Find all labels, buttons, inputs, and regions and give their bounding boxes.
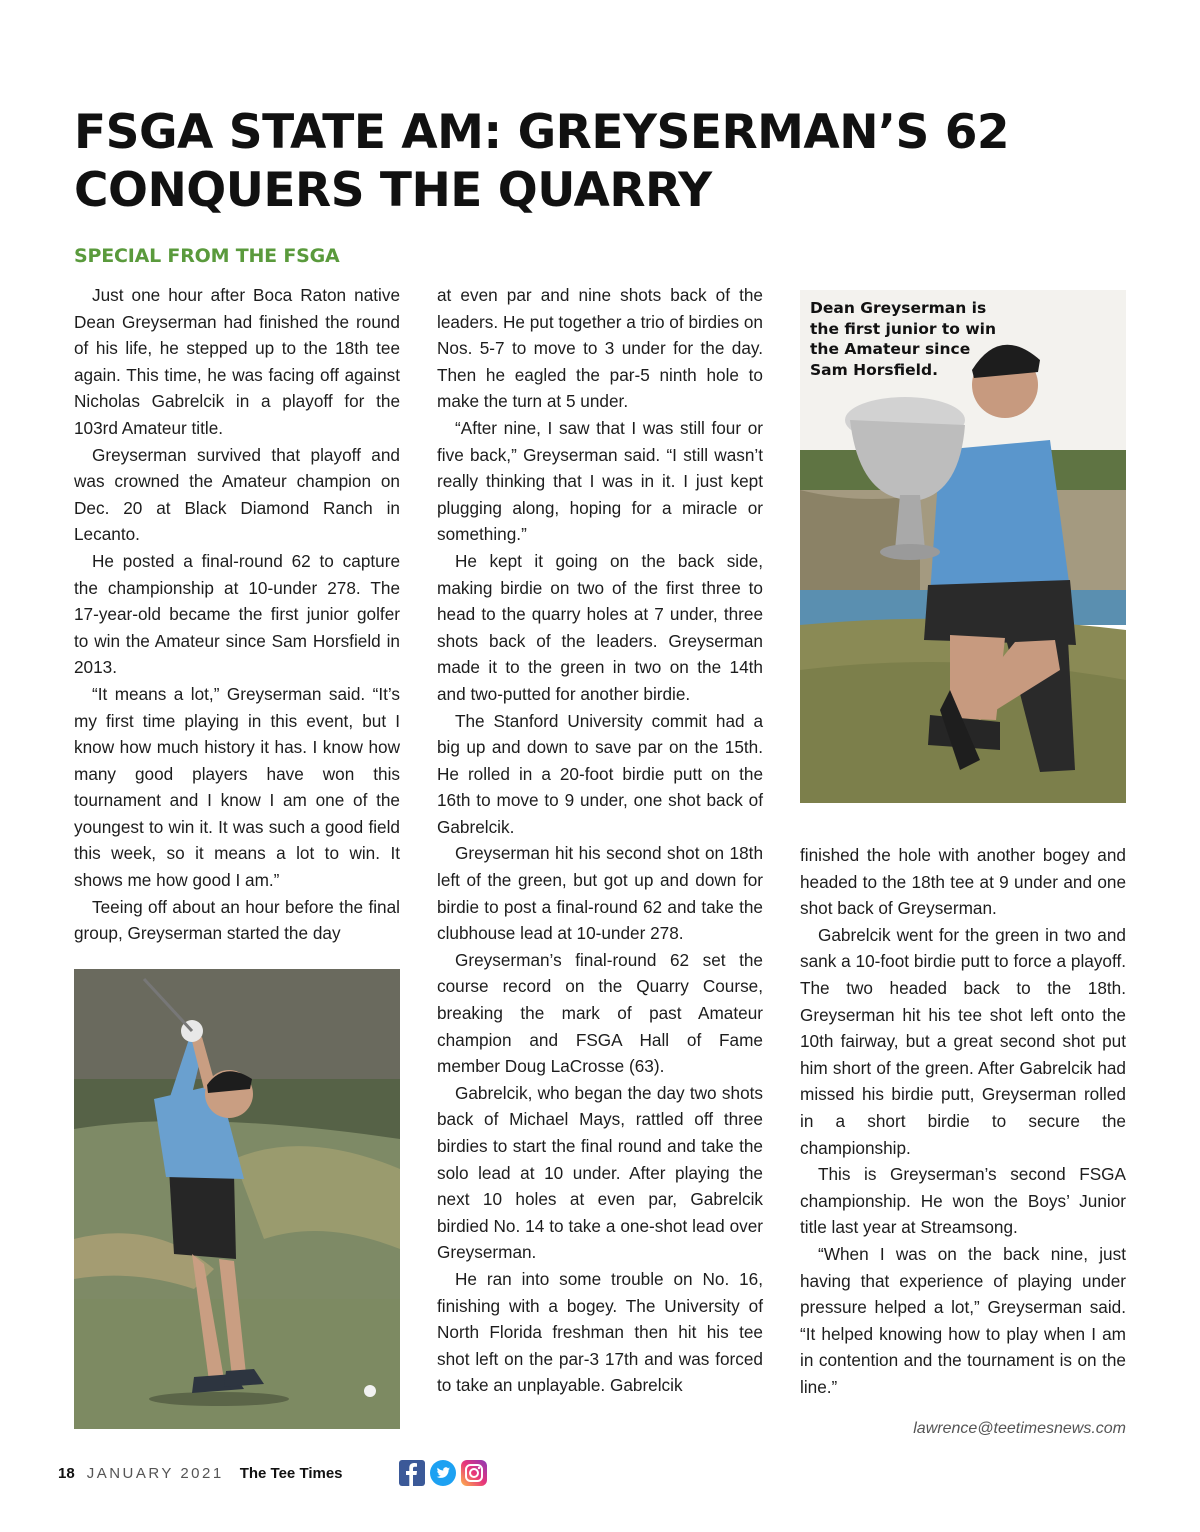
paragraph: Gabrelcik, who began the day two shots back of Michael Mays, rattled off three birdies to start the final round and take the solo lead at 10 under. After playing the next 10 holes at even par, Gabrelcik birdied No. 14 to take a one-shot lead over Greyserman. xyxy=(437,1082,763,1263)
paragraph: He posted a final-round 62 to capture the championship at 10-under 278. The 17-year-old became the first junior golfer to win the Amateur since Sam Horsfield in 2013. xyxy=(74,550,400,678)
article-byline: SPECIAL FROM THE FSGA xyxy=(74,245,340,267)
paragraph: He ran into some trouble on No. 16, finishing with a bogey. The University of North Florida freshman then hit his tee shot left on the par-3 17th and was forced to take an unplayable. Gabrelcik xyxy=(437,1268,763,1396)
article-headline: FSGA STATE AM: GREYSERMAN’S 62 CONQUERS THE QUARRY xyxy=(74,105,1010,218)
paragraph: finished the hole with another bogey and headed to the 18th tee at 9 under and one shot back of Greyserman. xyxy=(800,845,1126,919)
facebook-icon[interactable] xyxy=(399,1460,425,1486)
issue-date: JANUARY 2021 xyxy=(86,1464,224,1482)
golfer-swing-photo xyxy=(74,969,400,1429)
paragraph: The Stanford University commit had a big up and down to save par on the 15th. He rolled in a 20-foot birdie putt on the 16th to move to 9 under, one shot back of Gabrelcik. xyxy=(437,710,763,837)
trophy-photo xyxy=(800,290,1126,803)
paragraph: He kept it going on the back side, making birdie on two of the first three to head to the quarry holes at 7 under, three shots back of the leaders. Greyserman made it to the green in two on the 14th and two-putted for another birdie. xyxy=(437,550,763,704)
paragraph: “When I was on the back nine, just having that experience of playing under pressure helped a lot,” Greyserman said. “It helped knowing how to play when I am in contention and the tournament is on the line.” xyxy=(800,1243,1126,1397)
photo-caption: Dean Greyserman is the first junior to win the Amateur since Sam Horsfield. xyxy=(810,299,997,379)
publication-name: The Tee Times xyxy=(239,1464,343,1482)
paragraph: This is Greyserman’s second FSGA championship. He won the Boys’ Junior title last year at Streamsong. xyxy=(800,1164,1126,1238)
paragraph: Just one hour after Boca Raton native Dean Greyserman had finished the round of his life, he stepped up to the 18th tee again. This time, he was facing off against Nicholas Gabrelcik in a playoff for the 103rd Amateur title. xyxy=(74,285,400,438)
article-column-1 xyxy=(74,282,400,947)
page-footer xyxy=(58,1458,492,1488)
paragraph: “After nine, I saw that I was still four or five back,” Greyserman said. “I still wasn’t really thinking that I was in it. I just kept plugging along, hoping for a miracle or something.” xyxy=(437,417,763,545)
article-column-2 xyxy=(437,282,763,1399)
twitter-icon[interactable] xyxy=(430,1460,456,1486)
paragraph: Teeing off about an hour before the final group, Greyserman started the day xyxy=(74,896,400,944)
paragraph: Greyserman survived that playoff and was crowned the Amateur champion on Dec. 20 at Black Diamond Ranch in Lecanto. xyxy=(74,444,400,545)
page-number: 18 xyxy=(58,1464,75,1482)
article-column-3 xyxy=(800,842,1126,1400)
instagram-icon[interactable] xyxy=(461,1460,487,1486)
paragraph: Greyserman hit his second shot on 18th left of the green, but got up and down for birdie to post a final-round 62 and take the clubhouse lead at 10-under 278. xyxy=(437,843,763,944)
author-email[interactable]: lawrence@teetimesnews.com xyxy=(913,1420,1126,1437)
paragraph: “It means a lot,” Greyserman said. “It’s my first time playing in this event, but I know how much history it has. I know how many good players have won this tournament and I know I am one of the youngest to win it. It was such a good field this week, so it means a lot to win. It shows me how good I am.” xyxy=(74,683,400,891)
paragraph: Greyserman’s final-round 62 set the course record on the Quarry Course, breaking the mark of past Amateur champion and FSGA Hall of Fame member Doug LaCrosse (63). xyxy=(437,949,763,1077)
paragraph: at even par and nine shots back of the leaders. He put together a trio of birdies on Nos. 5-7 to move to 3 under for the day. Then he eagled the par-5 ninth hole to make the turn at 5 under. xyxy=(437,285,763,412)
paragraph: Gabrelcik went for the green in two and sank a 10-foot birdie putt to force a playoff. The two headed back to the 18th. Greyserman hit his tee shot left onto the 10th fairway, but a great second shot put him short of the green. After Gabrelcik had missed his birdie putt, Greyserman rolled in a short birdie to secure the championship. xyxy=(800,924,1126,1158)
